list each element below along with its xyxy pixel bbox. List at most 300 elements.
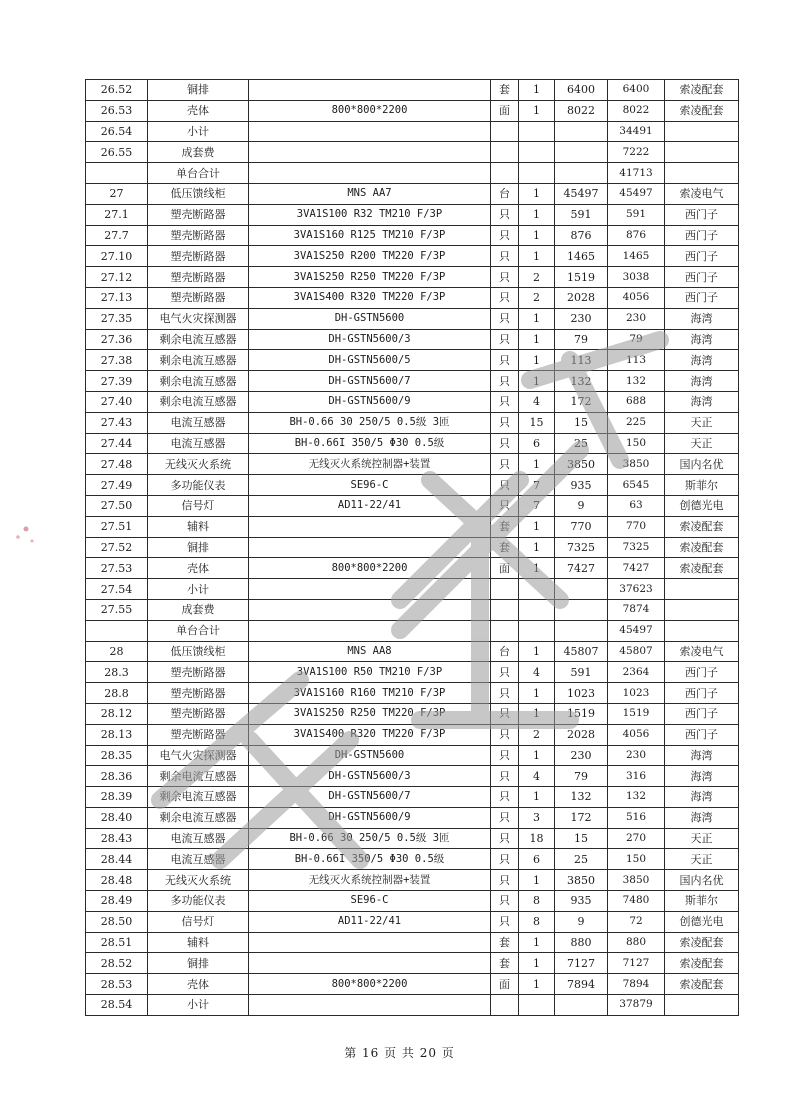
- brand-cell: 天正: [665, 433, 739, 454]
- unit-price-cell: 132: [555, 787, 608, 808]
- item-number-cell: 27.13: [86, 287, 148, 308]
- total-price-cell: 79: [608, 329, 665, 350]
- item-number-cell: 27.50: [86, 495, 148, 516]
- brand-cell: 西门子: [665, 225, 739, 246]
- spec-cell: AD11-22/41: [249, 495, 491, 516]
- unit-cell: 只: [491, 350, 519, 371]
- item-number-cell: 28.54: [86, 995, 148, 1016]
- unit-price-cell: 230: [555, 308, 608, 329]
- unit-price-cell: 1023: [555, 683, 608, 704]
- unit-price-cell: 45497: [555, 183, 608, 204]
- unit-price-cell: 79: [555, 766, 608, 787]
- item-name-cell: 塑壳断路器: [148, 703, 249, 724]
- total-price-cell: 7894: [608, 974, 665, 995]
- unit-price-cell: 8022: [555, 100, 608, 121]
- unit-price-cell: [555, 620, 608, 641]
- unit-cell: 面: [491, 974, 519, 995]
- brand-cell: 西门子: [665, 724, 739, 745]
- spec-cell: DH-GSTN5600: [249, 745, 491, 766]
- total-price-cell: 270: [608, 828, 665, 849]
- spec-cell: 3VA1S250 R250 TM220 F/3P: [249, 703, 491, 724]
- table-row: [86, 308, 739, 329]
- unit-cell: 只: [491, 745, 519, 766]
- unit-cell: 只: [491, 267, 519, 288]
- item-number-cell: 27.53: [86, 558, 148, 579]
- unit-cell: 只: [491, 246, 519, 267]
- item-number-cell: 27.55: [86, 599, 148, 620]
- total-price-cell: 516: [608, 807, 665, 828]
- unit-cell: 只: [491, 329, 519, 350]
- total-price-cell: 591: [608, 204, 665, 225]
- item-name-cell: 塑壳断路器: [148, 225, 249, 246]
- quantity-cell: 1: [519, 100, 555, 121]
- item-name-cell: 剩余电流互感器: [148, 371, 249, 392]
- total-price-cell: 1519: [608, 703, 665, 724]
- spec-cell: 无线灭火系统控制器+装置: [249, 870, 491, 891]
- item-name-cell: 塑壳断路器: [148, 724, 249, 745]
- item-number-cell: 27.12: [86, 267, 148, 288]
- table-row: [86, 766, 739, 787]
- spec-cell: BH-0.66 30 250/5 0.5级 3匝: [249, 412, 491, 433]
- brand-cell: 海湾: [665, 807, 739, 828]
- unit-cell: 只: [491, 433, 519, 454]
- table-row: [86, 911, 739, 932]
- total-price-cell: 45497: [608, 183, 665, 204]
- item-name-cell: 小计: [148, 579, 249, 600]
- quantity-cell: [519, 995, 555, 1016]
- unit-cell: 只: [491, 495, 519, 516]
- brand-cell: 创德光电: [665, 911, 739, 932]
- unit-cell: 只: [491, 787, 519, 808]
- unit-price-cell: 7325: [555, 537, 608, 558]
- brand-cell: 天正: [665, 828, 739, 849]
- item-name-cell: 塑壳断路器: [148, 204, 249, 225]
- spec-cell: DH-GSTN5600/9: [249, 391, 491, 412]
- unit-price-cell: 45807: [555, 641, 608, 662]
- spec-cell: [249, 932, 491, 953]
- table-row: [86, 454, 739, 475]
- brand-cell: 索凌配套: [665, 953, 739, 974]
- unit-price-cell: 3850: [555, 870, 608, 891]
- unit-cell: 套: [491, 80, 519, 101]
- unit-price-cell: 113: [555, 350, 608, 371]
- spec-cell: 3VA1S250 R250 TM220 F/3P: [249, 267, 491, 288]
- brand-cell: 海湾: [665, 308, 739, 329]
- table-row: [86, 703, 739, 724]
- total-price-cell: 230: [608, 745, 665, 766]
- unit-price-cell: 25: [555, 433, 608, 454]
- item-number-cell: 27.52: [86, 537, 148, 558]
- spec-cell: [249, 142, 491, 163]
- brand-cell: [665, 620, 739, 641]
- item-number-cell: 28.44: [86, 849, 148, 870]
- total-price-cell: 3038: [608, 267, 665, 288]
- quantity-cell: 1: [519, 683, 555, 704]
- unit-cell: 只: [491, 454, 519, 475]
- table-row: [86, 537, 739, 558]
- brand-cell: 海湾: [665, 350, 739, 371]
- unit-cell: 只: [491, 475, 519, 496]
- brand-cell: 索凌电气: [665, 183, 739, 204]
- quantity-cell: 2: [519, 267, 555, 288]
- item-name-cell: 辅料: [148, 932, 249, 953]
- brand-cell: 索凌配套: [665, 932, 739, 953]
- item-number-cell: 28.43: [86, 828, 148, 849]
- unit-cell: 只: [491, 911, 519, 932]
- item-name-cell: 多功能仪表: [148, 475, 249, 496]
- quantity-cell: 1: [519, 225, 555, 246]
- table-row: [86, 100, 739, 121]
- item-number-cell: 28.13: [86, 724, 148, 745]
- brand-cell: 西门子: [665, 287, 739, 308]
- spec-cell: BH-0.66I 350/5 Φ30 0.5级: [249, 849, 491, 870]
- total-price-cell: 72: [608, 911, 665, 932]
- item-name-cell: 铜排: [148, 537, 249, 558]
- table-row: [86, 558, 739, 579]
- item-name-cell: 辅料: [148, 516, 249, 537]
- item-number-cell: 28.53: [86, 974, 148, 995]
- total-price-cell: 7325: [608, 537, 665, 558]
- quantity-cell: 1: [519, 371, 555, 392]
- unit-price-cell: [555, 121, 608, 142]
- item-number-cell: 27.39: [86, 371, 148, 392]
- brand-cell: 海湾: [665, 787, 739, 808]
- item-name-cell: 塑壳断路器: [148, 683, 249, 704]
- quantity-cell: 6: [519, 849, 555, 870]
- item-name-cell: 无线灭火系统: [148, 454, 249, 475]
- unit-cell: 只: [491, 287, 519, 308]
- item-name-cell: 塑壳断路器: [148, 267, 249, 288]
- quantity-cell: 1: [519, 870, 555, 891]
- spec-cell: MNS AA7: [249, 183, 491, 204]
- unit-price-cell: 1519: [555, 703, 608, 724]
- table-row: [86, 246, 739, 267]
- unit-price-cell: 2028: [555, 287, 608, 308]
- unit-price-cell: [555, 995, 608, 1016]
- total-price-cell: 41713: [608, 163, 665, 184]
- item-name-cell: 剩余电流互感器: [148, 807, 249, 828]
- table-row: [86, 121, 739, 142]
- spec-cell: DH-GSTN5600/3: [249, 329, 491, 350]
- item-number-cell: 27: [86, 183, 148, 204]
- quantity-cell: 8: [519, 911, 555, 932]
- unit-cell: 只: [491, 724, 519, 745]
- item-name-cell: 塑壳断路器: [148, 287, 249, 308]
- brand-cell: 索凌配套: [665, 537, 739, 558]
- total-price-cell: 7222: [608, 142, 665, 163]
- item-number-cell: 27.7: [86, 225, 148, 246]
- item-name-cell: 壳体: [148, 974, 249, 995]
- item-number-cell: 26.52: [86, 80, 148, 101]
- brand-cell: 西门子: [665, 204, 739, 225]
- table-row: [86, 204, 739, 225]
- unit-cell: 只: [491, 703, 519, 724]
- unit-price-cell: 79: [555, 329, 608, 350]
- total-price-cell: 1465: [608, 246, 665, 267]
- total-price-cell: 63: [608, 495, 665, 516]
- table-row: [86, 870, 739, 891]
- quantity-cell: 1: [519, 308, 555, 329]
- item-name-cell: 剩余电流互感器: [148, 766, 249, 787]
- spec-cell: [249, 995, 491, 1016]
- unit-price-cell: 9: [555, 495, 608, 516]
- total-price-cell: 880: [608, 932, 665, 953]
- table-row: [86, 662, 739, 683]
- spec-cell: 3VA1S100 R50 TM210 F/3P: [249, 662, 491, 683]
- item-number-cell: 27.51: [86, 516, 148, 537]
- unit-price-cell: 25: [555, 849, 608, 870]
- spec-cell: 800*800*2200: [249, 100, 491, 121]
- spec-cell: MNS AA8: [249, 641, 491, 662]
- brand-cell: [665, 163, 739, 184]
- brand-cell: [665, 995, 739, 1016]
- brand-cell: [665, 142, 739, 163]
- total-price-cell: 7127: [608, 953, 665, 974]
- unit-price-cell: [555, 599, 608, 620]
- item-name-cell: 信号灯: [148, 495, 249, 516]
- unit-price-cell: 1519: [555, 267, 608, 288]
- table-row: [86, 641, 739, 662]
- unit-cell: 只: [491, 891, 519, 912]
- quantity-cell: 3: [519, 807, 555, 828]
- unit-cell: 只: [491, 391, 519, 412]
- table-row: [86, 267, 739, 288]
- quantity-cell: 7: [519, 475, 555, 496]
- table-row: [86, 849, 739, 870]
- total-price-cell: 37623: [608, 579, 665, 600]
- red-mark: [6, 515, 46, 555]
- item-number-cell: 28.48: [86, 870, 148, 891]
- item-number-cell: 27.36: [86, 329, 148, 350]
- unit-price-cell: 770: [555, 516, 608, 537]
- quantity-cell: 1: [519, 745, 555, 766]
- unit-cell: 套: [491, 516, 519, 537]
- total-price-cell: 770: [608, 516, 665, 537]
- quantity-cell: 1: [519, 537, 555, 558]
- unit-cell: 只: [491, 870, 519, 891]
- unit-price-cell: 7127: [555, 953, 608, 974]
- quantity-cell: 15: [519, 412, 555, 433]
- unit-cell: 只: [491, 662, 519, 683]
- spec-cell: 3VA1S160 R160 TM210 F/3P: [249, 683, 491, 704]
- spec-cell: 3VA1S400 R320 TM220 F/3P: [249, 724, 491, 745]
- table-row: [86, 974, 739, 995]
- quantity-cell: 1: [519, 641, 555, 662]
- unit-price-cell: 880: [555, 932, 608, 953]
- quantity-cell: [519, 121, 555, 142]
- total-price-cell: 3850: [608, 454, 665, 475]
- unit-price-cell: 7427: [555, 558, 608, 579]
- total-price-cell: 8022: [608, 100, 665, 121]
- spec-cell: 800*800*2200: [249, 558, 491, 579]
- brand-cell: 天正: [665, 412, 739, 433]
- brand-cell: 海湾: [665, 371, 739, 392]
- unit-price-cell: 3850: [555, 454, 608, 475]
- unit-cell: 套: [491, 537, 519, 558]
- item-name-cell: 剩余电流互感器: [148, 391, 249, 412]
- quantity-cell: 8: [519, 891, 555, 912]
- brand-cell: 斯菲尔: [665, 891, 739, 912]
- item-number-cell: 27.35: [86, 308, 148, 329]
- total-price-cell: 688: [608, 391, 665, 412]
- total-price-cell: 132: [608, 371, 665, 392]
- item-number-cell: 28.51: [86, 932, 148, 953]
- item-name-cell: 单台合计: [148, 163, 249, 184]
- table-row: [86, 932, 739, 953]
- item-number-cell: 26.53: [86, 100, 148, 121]
- brand-cell: 索凌配套: [665, 100, 739, 121]
- unit-cell: 只: [491, 308, 519, 329]
- unit-cell: 只: [491, 766, 519, 787]
- unit-price-cell: 876: [555, 225, 608, 246]
- total-price-cell: 150: [608, 849, 665, 870]
- total-price-cell: 7480: [608, 891, 665, 912]
- spec-cell: BH-0.66 30 250/5 0.5级 3匝: [249, 828, 491, 849]
- total-price-cell: 230: [608, 308, 665, 329]
- total-price-cell: 34491: [608, 121, 665, 142]
- item-number-cell: 28.40: [86, 807, 148, 828]
- unit-cell: [491, 620, 519, 641]
- table-row: [86, 287, 739, 308]
- unit-price-cell: 935: [555, 891, 608, 912]
- total-price-cell: 45807: [608, 641, 665, 662]
- total-price-cell: 876: [608, 225, 665, 246]
- spec-cell: [249, 953, 491, 974]
- brand-cell: 国内名优: [665, 870, 739, 891]
- total-price-cell: 113: [608, 350, 665, 371]
- quantity-cell: 4: [519, 662, 555, 683]
- table-row: [86, 142, 739, 163]
- quantity-cell: 1: [519, 932, 555, 953]
- unit-cell: [491, 142, 519, 163]
- item-name-cell: 剩余电流互感器: [148, 787, 249, 808]
- spec-cell: [249, 579, 491, 600]
- item-name-cell: 信号灯: [148, 911, 249, 932]
- unit-price-cell: 591: [555, 662, 608, 683]
- item-number-cell: 27.40: [86, 391, 148, 412]
- brand-cell: 海湾: [665, 766, 739, 787]
- brand-cell: 索凌配套: [665, 558, 739, 579]
- total-price-cell: 37879: [608, 995, 665, 1016]
- spec-cell: 无线灭火系统控制器+装置: [249, 454, 491, 475]
- quantity-cell: 1: [519, 516, 555, 537]
- unit-cell: [491, 121, 519, 142]
- item-number-cell: [86, 163, 148, 184]
- unit-price-cell: 230: [555, 745, 608, 766]
- brand-cell: [665, 121, 739, 142]
- item-number-cell: 26.54: [86, 121, 148, 142]
- table-row: [86, 724, 739, 745]
- quantity-cell: 18: [519, 828, 555, 849]
- quantity-cell: 1: [519, 204, 555, 225]
- total-price-cell: 132: [608, 787, 665, 808]
- table-row: [86, 412, 739, 433]
- total-price-cell: 150: [608, 433, 665, 454]
- total-price-cell: 2364: [608, 662, 665, 683]
- unit-price-cell: 132: [555, 371, 608, 392]
- total-price-cell: 6545: [608, 475, 665, 496]
- quantity-cell: 4: [519, 391, 555, 412]
- spec-cell: DH-GSTN5600: [249, 308, 491, 329]
- spec-cell: DH-GSTN5600/9: [249, 807, 491, 828]
- item-name-cell: 剩余电流互感器: [148, 329, 249, 350]
- item-name-cell: 低压馈线柜: [148, 183, 249, 204]
- item-name-cell: 铜排: [148, 80, 249, 101]
- table-row: [86, 516, 739, 537]
- quantity-cell: 1: [519, 703, 555, 724]
- item-name-cell: 壳体: [148, 558, 249, 579]
- item-number-cell: 28.3: [86, 662, 148, 683]
- quantity-cell: 1: [519, 953, 555, 974]
- item-name-cell: 低压馈线柜: [148, 641, 249, 662]
- unit-price-cell: [555, 142, 608, 163]
- unit-cell: 只: [491, 828, 519, 849]
- quantity-cell: 4: [519, 766, 555, 787]
- unit-price-cell: 1465: [555, 246, 608, 267]
- unit-cell: 只: [491, 849, 519, 870]
- item-number-cell: 28.52: [86, 953, 148, 974]
- unit-cell: [491, 163, 519, 184]
- brand-cell: 西门子: [665, 662, 739, 683]
- quantity-cell: 2: [519, 287, 555, 308]
- unit-price-cell: 9: [555, 911, 608, 932]
- spec-cell: [249, 537, 491, 558]
- table-row: [86, 329, 739, 350]
- quantity-cell: 6: [519, 433, 555, 454]
- unit-price-cell: [555, 163, 608, 184]
- spec-cell: DH-GSTN5600/7: [249, 787, 491, 808]
- total-price-cell: 4056: [608, 287, 665, 308]
- item-name-cell: 电气火灾探测器: [148, 745, 249, 766]
- item-name-cell: 成套费: [148, 142, 249, 163]
- spec-cell: 3VA1S400 R320 TM220 F/3P: [249, 287, 491, 308]
- quantity-cell: 1: [519, 558, 555, 579]
- spec-cell: [249, 80, 491, 101]
- item-name-cell: 电流互感器: [148, 849, 249, 870]
- brand-cell: 西门子: [665, 267, 739, 288]
- unit-price-cell: 172: [555, 807, 608, 828]
- item-name-cell: 无线灭火系统: [148, 870, 249, 891]
- item-name-cell: 塑壳断路器: [148, 246, 249, 267]
- item-name-cell: 电流互感器: [148, 828, 249, 849]
- unit-price-cell: 7894: [555, 974, 608, 995]
- unit-price-cell: 591: [555, 204, 608, 225]
- unit-cell: 只: [491, 225, 519, 246]
- brand-cell: 海湾: [665, 745, 739, 766]
- table-row: [86, 995, 739, 1016]
- table-body: [86, 80, 739, 1016]
- table-row: [86, 225, 739, 246]
- spec-cell: AD11-22/41: [249, 911, 491, 932]
- unit-cell: [491, 599, 519, 620]
- table-row: [86, 391, 739, 412]
- brand-cell: 斯菲尔: [665, 475, 739, 496]
- unit-cell: 台: [491, 183, 519, 204]
- spec-cell: [249, 599, 491, 620]
- spec-cell: 800*800*2200: [249, 974, 491, 995]
- spec-cell: [249, 620, 491, 641]
- item-number-cell: 28.49: [86, 891, 148, 912]
- table-row: [86, 495, 739, 516]
- quantity-cell: 7: [519, 495, 555, 516]
- quantity-cell: [519, 620, 555, 641]
- unit-price-cell: 172: [555, 391, 608, 412]
- table-row: [86, 891, 739, 912]
- table-row: [86, 683, 739, 704]
- item-number-cell: 28.50: [86, 911, 148, 932]
- total-price-cell: 225: [608, 412, 665, 433]
- unit-cell: 面: [491, 100, 519, 121]
